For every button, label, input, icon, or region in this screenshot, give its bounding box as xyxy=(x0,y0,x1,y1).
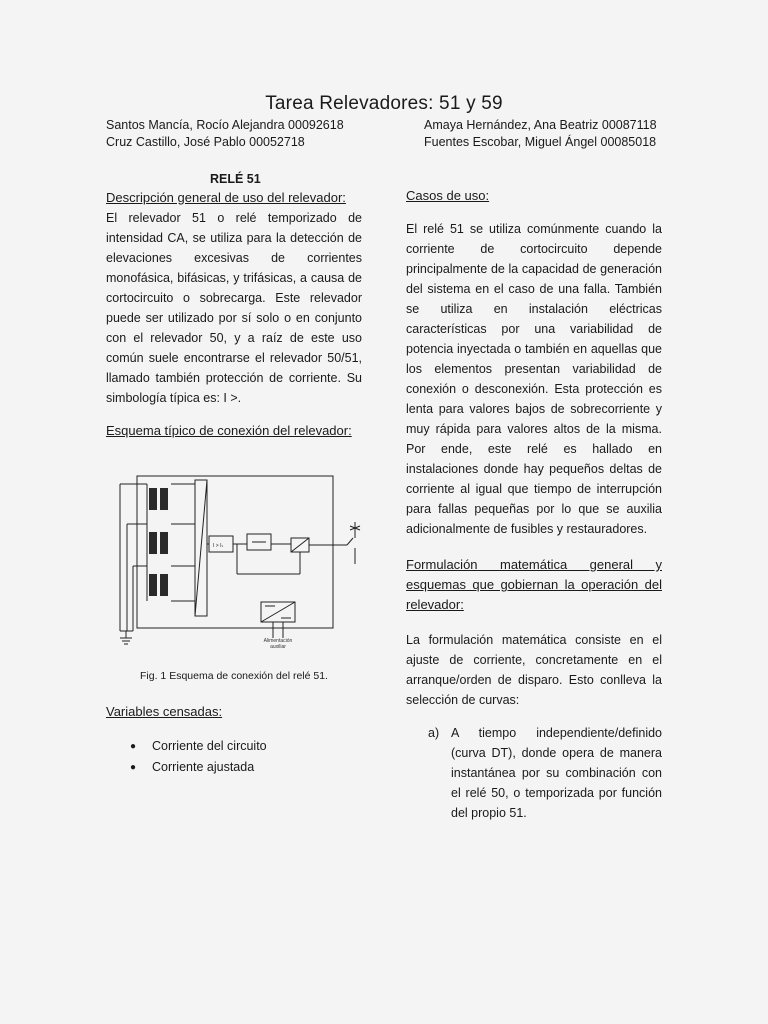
variables-list xyxy=(130,736,267,778)
schema-heading: Esquema típico de conexión del relevador: xyxy=(106,423,352,438)
author-1: Santos Mancía, Rocío Alejandra 00092618 xyxy=(106,118,344,132)
list-marker: a) xyxy=(428,726,440,740)
rele-51-heading: RELÉ 51 xyxy=(210,172,261,186)
list-item: ● Corriente ajustada xyxy=(130,757,267,778)
author-4: Fuentes Escobar, Miguel Ángel 00085018 xyxy=(424,135,657,149)
author-3: Amaya Hernández, Ana Beatriz 00087118 xyxy=(424,118,657,132)
formulation-text: La formulación matemática consiste en el ajuste de corriente, concretamente en el arranque/orden de disparo. Esto conlleva la selección de curvas: xyxy=(406,633,662,707)
aux-label-1: Alimentación xyxy=(263,638,293,644)
use-cases-heading: Casos de uso: xyxy=(406,188,490,203)
description-heading: Descripción general de uso del relevador: xyxy=(106,190,346,205)
description-text: El relevador 51 o relé temporizado de intensidad CA, se utiliza para la detección de elevaciones excesivas de corrientes monofásica, bifásicas, y trifásicas, a causa de cortocircuito o sobrecarga. Este relevador puede ser utilizado por sí solo o en conjunto con el relevador 50, y a raíz de este uso común suele encontrarse el relevador 50/51, llamado también protección de corriente. Su simbología típica es: I >. xyxy=(106,211,362,405)
document-title: Tarea Relevadores: 51 y 59 xyxy=(265,93,503,114)
threshold-label: I > Iₛ xyxy=(213,543,224,549)
aux-label-2: auxiliar xyxy=(270,644,286,650)
relay-connection-diagram xyxy=(115,466,375,666)
list-item: ● Corriente del circuito xyxy=(130,736,267,757)
current-transformers xyxy=(149,488,168,596)
formulation-heading: Formulación matemática general y esquemas que gobiernan la operación del relevador: xyxy=(406,557,662,612)
description-section xyxy=(106,188,362,408)
output-contact xyxy=(347,538,353,545)
use-cases-text: El relé 51 se utiliza comúnmente cuando la corriente de cortocircuito depende principalmente de la capacidad de generación del sistema en el caso de una falla. También se utiliza en instalación eléctricas características por una variabilidad de potencia inyectada o también en aquellas que los elementos presentan variabilidad de conexión o desconexión. Esta protección es lenta para valores bajos de sobrecorriente y muy rápida para valores altos de la misma. Por ende, este relé es hallado en instalaciones donde hay pequeños deltas de corriente al igual que tiempo de interrupción para fallas pequeñas por lo que se auxilia adicionalmente de fusibles y restauradores. xyxy=(406,222,662,536)
variables-heading: Variables censadas: xyxy=(106,704,223,719)
author-2: Cruz Castillo, José Pablo 00052718 xyxy=(106,135,305,149)
figure-caption: Fig. 1 Esquema de conexión del relé 51. xyxy=(140,670,328,682)
curve-list-item: A tiempo independiente/definido (curva DT), donde opera de manera instantánea por su combinación con el relé 50, o temporizada por función del propio 51. xyxy=(451,726,662,820)
